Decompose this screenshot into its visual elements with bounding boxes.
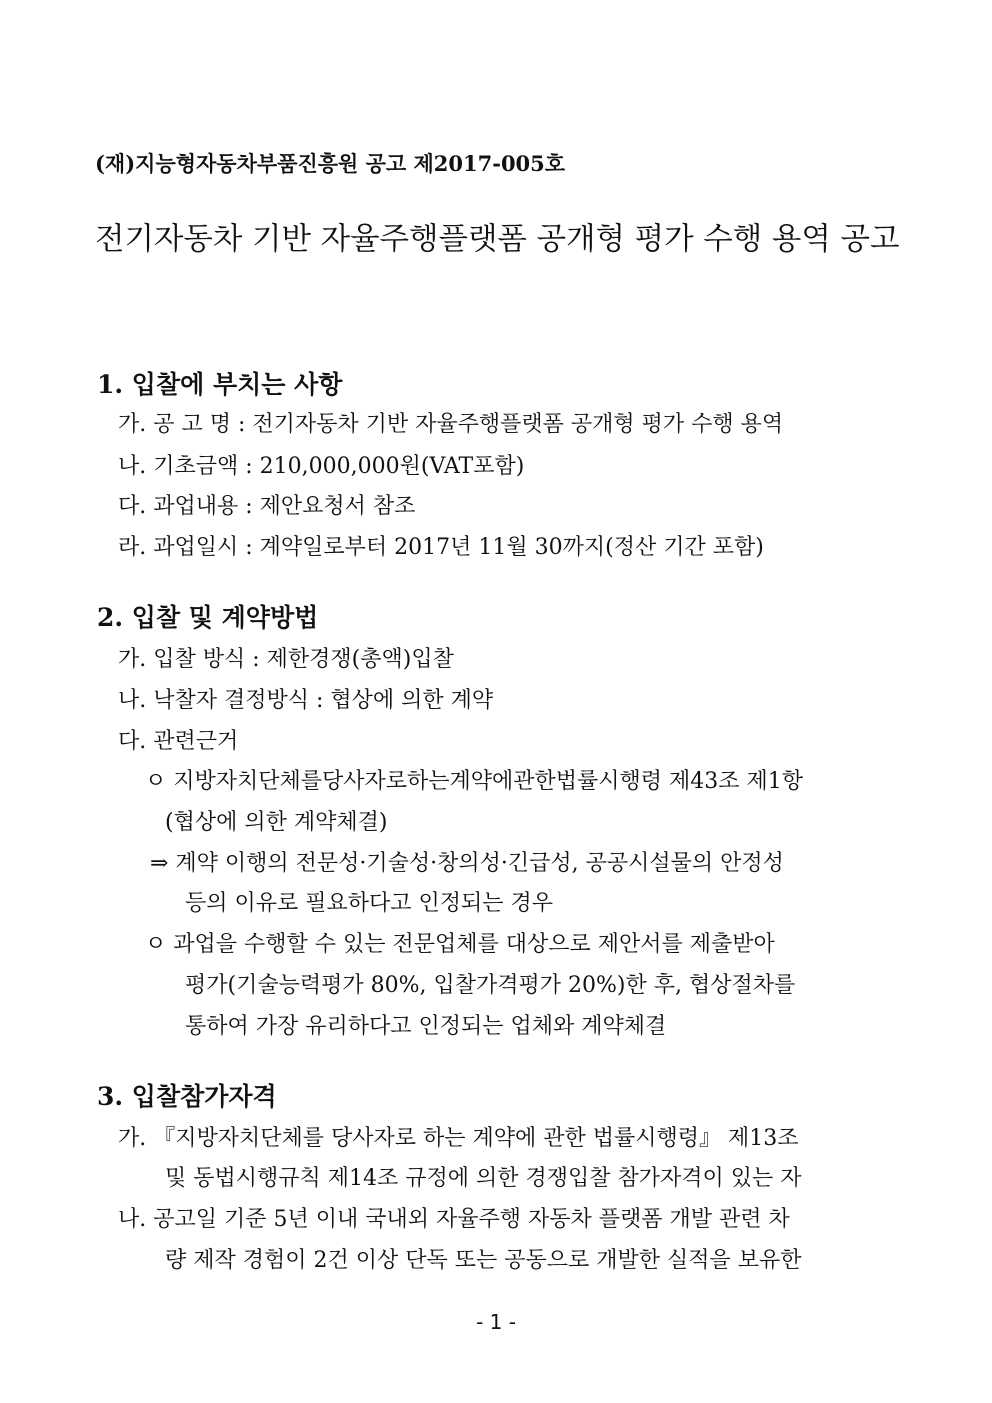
section-3-heading: 3. 입찰참가자격 — [97, 1082, 277, 1111]
section-1-item-d: 라. 과업일시 : 계약일로부터 2017년 11월 30까지(정산 기간 포함) — [118, 535, 764, 560]
section-1-item-c: 다. 과업내용 : 제안요청서 참조 — [118, 494, 416, 519]
section-3-item-a-cont: 및 동법시행규칙 제14조 규정에 의한 경쟁입찰 참가자격이 있는 자 — [165, 1166, 802, 1191]
document-title: 전기자동차 기반 자율주행플랫폼 공개형 평가 수행 용역 공고 — [95, 222, 900, 257]
section-2-item-c: 다. 관련근거 — [118, 729, 239, 754]
basis-arrow-line-cont: 등의 이유로 필요하다고 인정되는 경우 — [185, 891, 554, 916]
section-3-item-b-cont: 량 제작 경험이 2건 이상 단독 또는 공동으로 개발한 실적을 보유한 — [165, 1248, 802, 1273]
notice-number: (재)지능형자동차부품진흥원 공고 제2017-005호 — [95, 151, 566, 176]
section-1-heading: 1. 입찰에 부치는 사항 — [97, 370, 343, 399]
basis-bullet-2-cont-1: 평가(기술능력평가 80%, 입찰가격평가 20%)한 후, 협상절차를 — [185, 973, 796, 998]
basis-arrow-line: ⇒ 계약 이행의 전문성·기술성·창의성·긴급성, 공공시설물의 안정성 — [150, 851, 784, 876]
section-2-item-a: 가. 입찰 방식 : 제한경쟁(총액)입찰 — [118, 647, 454, 672]
basis-bullet-2-cont-2: 통하여 가장 유리하다고 인정되는 업체와 계약체결 — [185, 1014, 667, 1039]
basis-bullet-1-cont: (협상에 의한 계약체결) — [165, 810, 388, 835]
section-3-item-b: 나. 공고일 기준 5년 이내 국내외 자율주행 자동차 플랫폼 개발 관련 차 — [118, 1207, 790, 1232]
section-1-item-a: 가. 공 고 명 : 전기자동차 기반 자율주행플랫폼 공개형 평가 수행 용역 — [118, 412, 784, 437]
section-3-item-a: 가. 『지방자치단체를 당사자로 하는 계약에 관한 법률시행령』 제13조 — [118, 1126, 799, 1151]
basis-bullet-2: ㅇ 과업을 수행할 수 있는 전문업체를 대상으로 제안서를 제출받아 — [145, 932, 775, 957]
section-2-heading: 2. 입찰 및 계약방법 — [97, 603, 319, 632]
section-1-item-b: 나. 기초금액 : 210,000,000원(VAT포함) — [118, 454, 525, 479]
section-2-item-b: 나. 낙찰자 결정방식 : 협상에 의한 계약 — [118, 688, 494, 713]
basis-bullet-1: ㅇ 지방자치단체를당사자로하는계약에관한법률시행령 제43조 제1항 — [145, 769, 804, 794]
page-number: - 1 - — [476, 1310, 516, 1334]
